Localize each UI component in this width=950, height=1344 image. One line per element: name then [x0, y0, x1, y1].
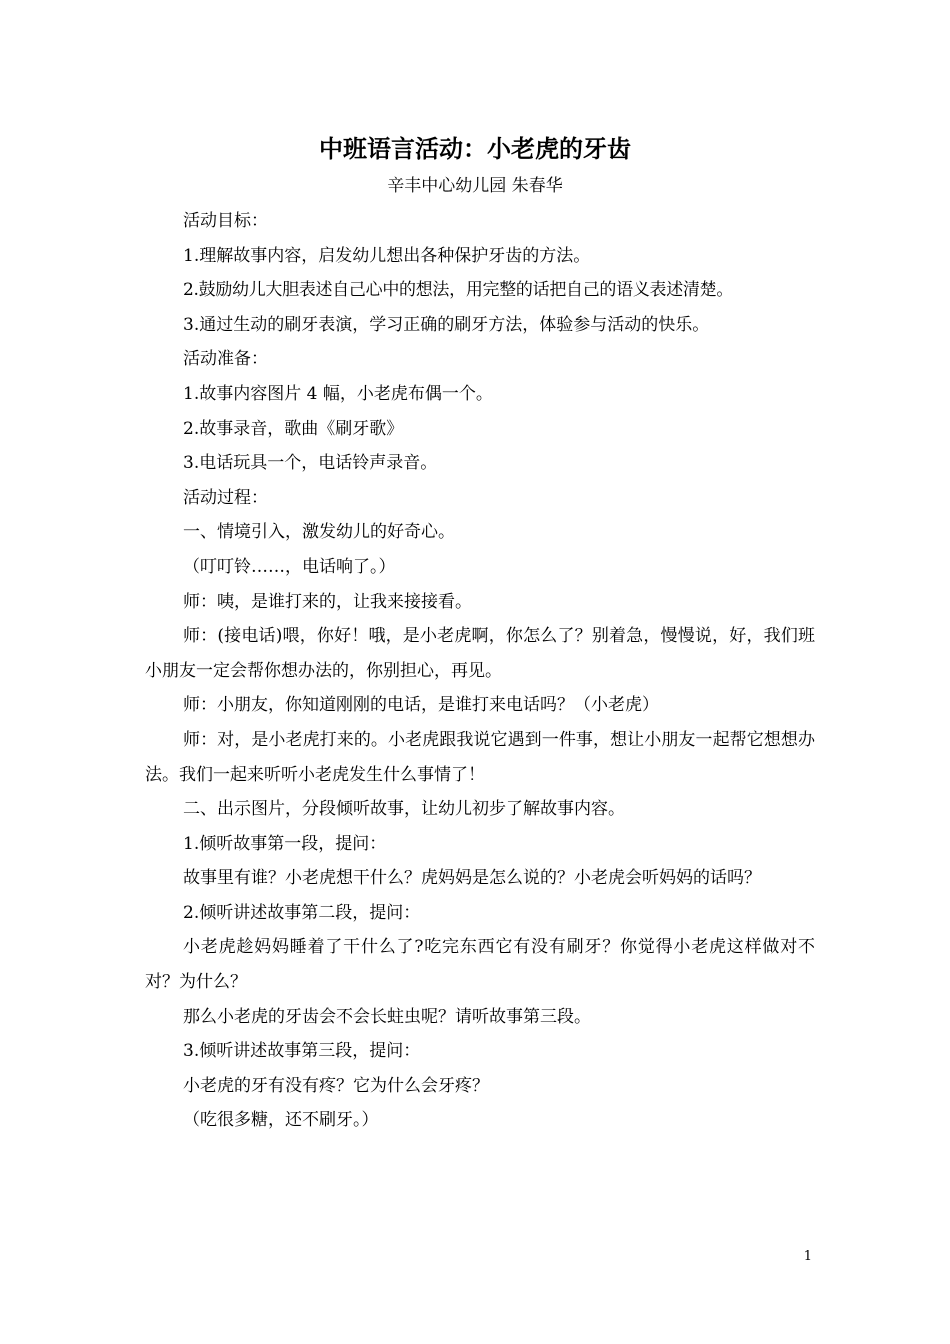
document-title: 中班语言活动：小老虎的牙齿	[319, 134, 631, 163]
paragraph: （叮叮铃……，电话响了。）	[183, 556, 396, 577]
paragraph: 2.故事录音，歌曲《刷牙歌》	[183, 418, 404, 439]
author-line: 辛丰中心幼儿园 朱春华	[387, 176, 563, 196]
section-heading-preparation: 活动准备：	[183, 349, 268, 370]
document-body	[145, 204, 815, 1138]
paragraph: 1.理解故事内容，启发幼儿想出各种保护牙齿的方法。	[183, 245, 591, 266]
section-heading-process: 活动过程：	[183, 487, 268, 508]
paragraph: 师：对，是小老虎打来的。小老虎跟我说它遇到一件事，想让小朋友一起帮它想想办法。我们一起来听听小老虎发生什么事情了！	[145, 729, 815, 785]
paragraph: 师：(接电话)喂，你好！哦，是小老虎啊，你怎么了？别着急，慢慢说，好，我们班小朋友一定会帮你想办法的，你别担心，再见。	[145, 626, 815, 681]
paragraph: 3.倾听讲述故事第三段，提问：	[183, 1041, 421, 1062]
paragraph: 故事里有谁？小老虎想干什么？虎妈妈是怎么说的？小老虎会听妈妈的话吗？	[183, 868, 761, 889]
paragraph: 那么小老虎的牙齿会不会长蛀虫呢？请听故事第三段。	[183, 1006, 591, 1027]
paragraph: 1.倾听故事第一段，提问：	[183, 833, 387, 854]
paragraph: 2.鼓励幼儿大胆表述自己心中的想法，用完整的话把自己的语义表述清楚。	[183, 280, 734, 301]
paragraph: 2.倾听讲述故事第二段，提问：	[183, 902, 421, 923]
paragraph: 3.通过生动的刷牙表演，学习正确的刷牙方法，体验参与活动的快乐。	[183, 314, 710, 335]
paragraph: 师：咦，是谁打来的，让我来接接看。	[183, 591, 472, 612]
paragraph: 小老虎趁妈妈睡着了干什么了?吃完东西它有没有刷牙？你觉得小老虎这样做对不对？为什么？	[145, 937, 815, 993]
section-heading-goals: 活动目标：	[183, 211, 268, 231]
paragraph: 二、出示图片，分段倾听故事，让幼儿初步了解故事内容。	[183, 799, 625, 820]
paragraph: （吃很多糖，还不刷牙。）	[183, 1110, 379, 1131]
paragraph: 师：小朋友，你知道刚刚的电话，是谁打来电话吗？（小老虎）	[183, 695, 659, 716]
paragraph: 3.电话玩具一个，电话铃声录音。	[183, 453, 438, 474]
paragraph: 一、情境引入，激发幼儿的好奇心。	[183, 522, 455, 543]
page-number: 1	[803, 1249, 812, 1264]
paragraph: 1.故事内容图片 4 幅，小老虎布偶一个。	[183, 383, 493, 404]
paragraph: 小老虎的牙有没有疼？它为什么会牙疼？	[183, 1075, 489, 1096]
